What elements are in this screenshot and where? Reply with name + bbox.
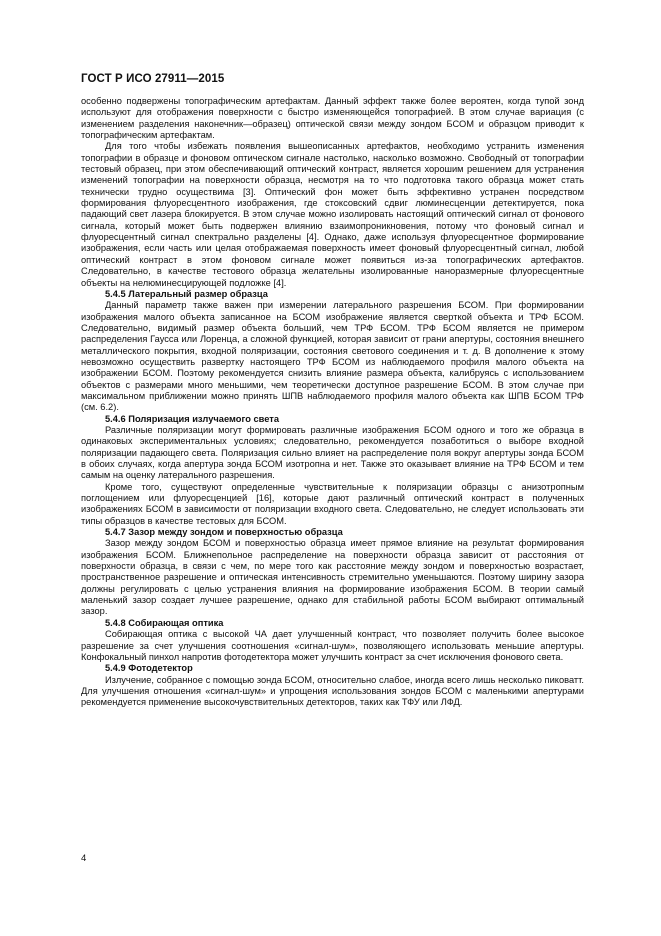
paragraph: особенно подвержены топографическим артефактам. Данный эффект также более вероятен, когда тупой зонд используют для отображения поверхности с быстро изменяющейся топографией. В этом случае вариация (с изменением разделения наконечник—образец) оптической связи между зондом БСОМ и образцом приводит к топографическим артефактам.: [81, 96, 584, 141]
section-heading: 5.4.6 Поляризация излучаемого света: [105, 413, 279, 424]
document-body: [81, 96, 584, 709]
paragraph: Собирающая оптика с высокой ЧА дает улучшенный контраст, что позволяет получить более высокое разрешение за счет улучшения соотношения «сигнал-шум», позволяющего использовать меньшие апертуры. Конфокальный пинхол напротив фотодетектора может улучшить контраст за счет исключения фонового света.: [81, 629, 584, 662]
paragraph: Для того чтобы избежать появления вышеописанных артефактов, необходимо устранить изменения топографии в образце и фоновом оптическом сигнале настолько, насколько возможно. Свободный от топографии тестовый образец, при этом обеспечивающий оптический контраст, является хорошим решением для устранения изменений топографии на поверхности образца, несмотря на то что подготовка такого образца может стать технически трудно осуществима [3]. Оптический фон может быть эффективно устранен посредством формирования флуоресцентного изображения, где стоксовский сдвиг люминесценции детектируется, пока падающий свет лазера блокируется. В этом случае можно изолировать настоящий оптический сигнал от фонового сигнала, который может быть подвержен влиянию взаимопроникновения, потому что фоновый сигнал и флуоресцентный сигнал спектрально разделены [4]. Однако, даже используя флуоресцентное формирование изображения, если часть или целая отображаемая поверхность имеет фоновый флуоресцентный сигнал, любой оптический контраст в этом фоновом сигнале может появиться из-за топографических артефактов. Следовательно, в качестве тестового образца желательны изолированные наноразмерные флуоресцентные объекты на нелюминесцирующей подложке [4].: [81, 141, 584, 288]
section-heading: 5.4.8 Собирающая оптика: [105, 617, 224, 628]
paragraph: Излучение, собранное с помощью зонда БСОМ, относительно слабое, иногда всего лишь несколько пиковатт. Для улучшения отношения «сигнал-шум» и упрощения использования зондов БСОМ с маленькими апертурами рекомендуется применение высокочувствительных детекторов, таких как ТФУ или ЛФД.: [81, 674, 584, 708]
page-header: ГОСТ Р ИСО 27911—2015: [81, 73, 225, 85]
page-number: 4: [81, 853, 87, 864]
paragraph: Зазор между зондом БСОМ и поверхностью образца имеет прямое влияние на результат формирования изображения БСОМ. Ближнепольное распределение на поверхности образца зависит от расстояния от поверхности образца, в связи с чем, по мере того как расстояние между зондом и поверхностью возрастает, пространственное разрешение и оптическая интенсивность стремительно уменьшаются. Поэтому ширину зазора должны регулировать с целью устранения влияния на формирование изображения БСОМ. В теории самый маленький зазор создает лучшее разрешение, однако для стабильной работы БСОМ выбирают оптимальный зазор.: [81, 538, 584, 617]
section-heading: 5.4.7 Зазор между зондом и поверхностью образца: [105, 527, 343, 538]
paragraph: Кроме того, существуют определенные чувствительные к поляризации образцы с анизотропным поглощением или флуоресценцией [16], которые дают различный оптический контраст в полученных изображениях БСОМ в зависимости от поляризации входного света. Следовательно, не следует использовать эти типы образцов в качестве тестовых для БСОМ.: [81, 481, 584, 526]
section-heading: 5.4.9 Фотодетектор: [105, 663, 193, 674]
section-heading: 5.4.5 Латеральный размер образца: [105, 288, 268, 299]
paragraph: Данный параметр также важен при измерении латерального разрешения БСОМ. При формировании изображения малого объекта записанное на БСОМ изображение является сверткой объекта и ТРФ БСОМ. Следовательно, видимый размер объекта больший, чем ТРФ БСОМ. ТРФ БСОМ является не примером распределения Гаусса или Лоренца, а сложной функцией, которая зависит от грани апертуры, состояния внешнего металлического покрытия, входной поляризации, состояния светового соединения и т. д. В дополнение к этому невозможно осуществить развертку настоящего ТРФ БСОМ из наблюдаемого профиля малого объекта на изображении БСОМ. Поэтому рекомендуется снизить влияние размера объекта, калибруясь с использованием объектов с размерами много меньшими, чем теоретически доступное разрешение БСОМ. В этом случае при максимальном приближении можно принять ШПВ наблюдаемого профиля малого объекта как ШПВ БСОМ ТРФ (см. 6.2).: [81, 300, 584, 413]
paragraph: Различные поляризации могут формировать различные изображения БСОМ одного и того же образца в одинаковых экспериментальных условиях; следовательно, рекомендуется позаботиться о выборе входной поляризации падающего света. Поляризация сильно влияет на распределение поля вокруг апертуры зонда БСОМ в обоих случаях, когда апертура зонда БСОМ изотропна и нет. Также это оказывает влияние на ТРФ БСОМ и тем самым на оценку латерального разрешения.: [81, 424, 584, 481]
